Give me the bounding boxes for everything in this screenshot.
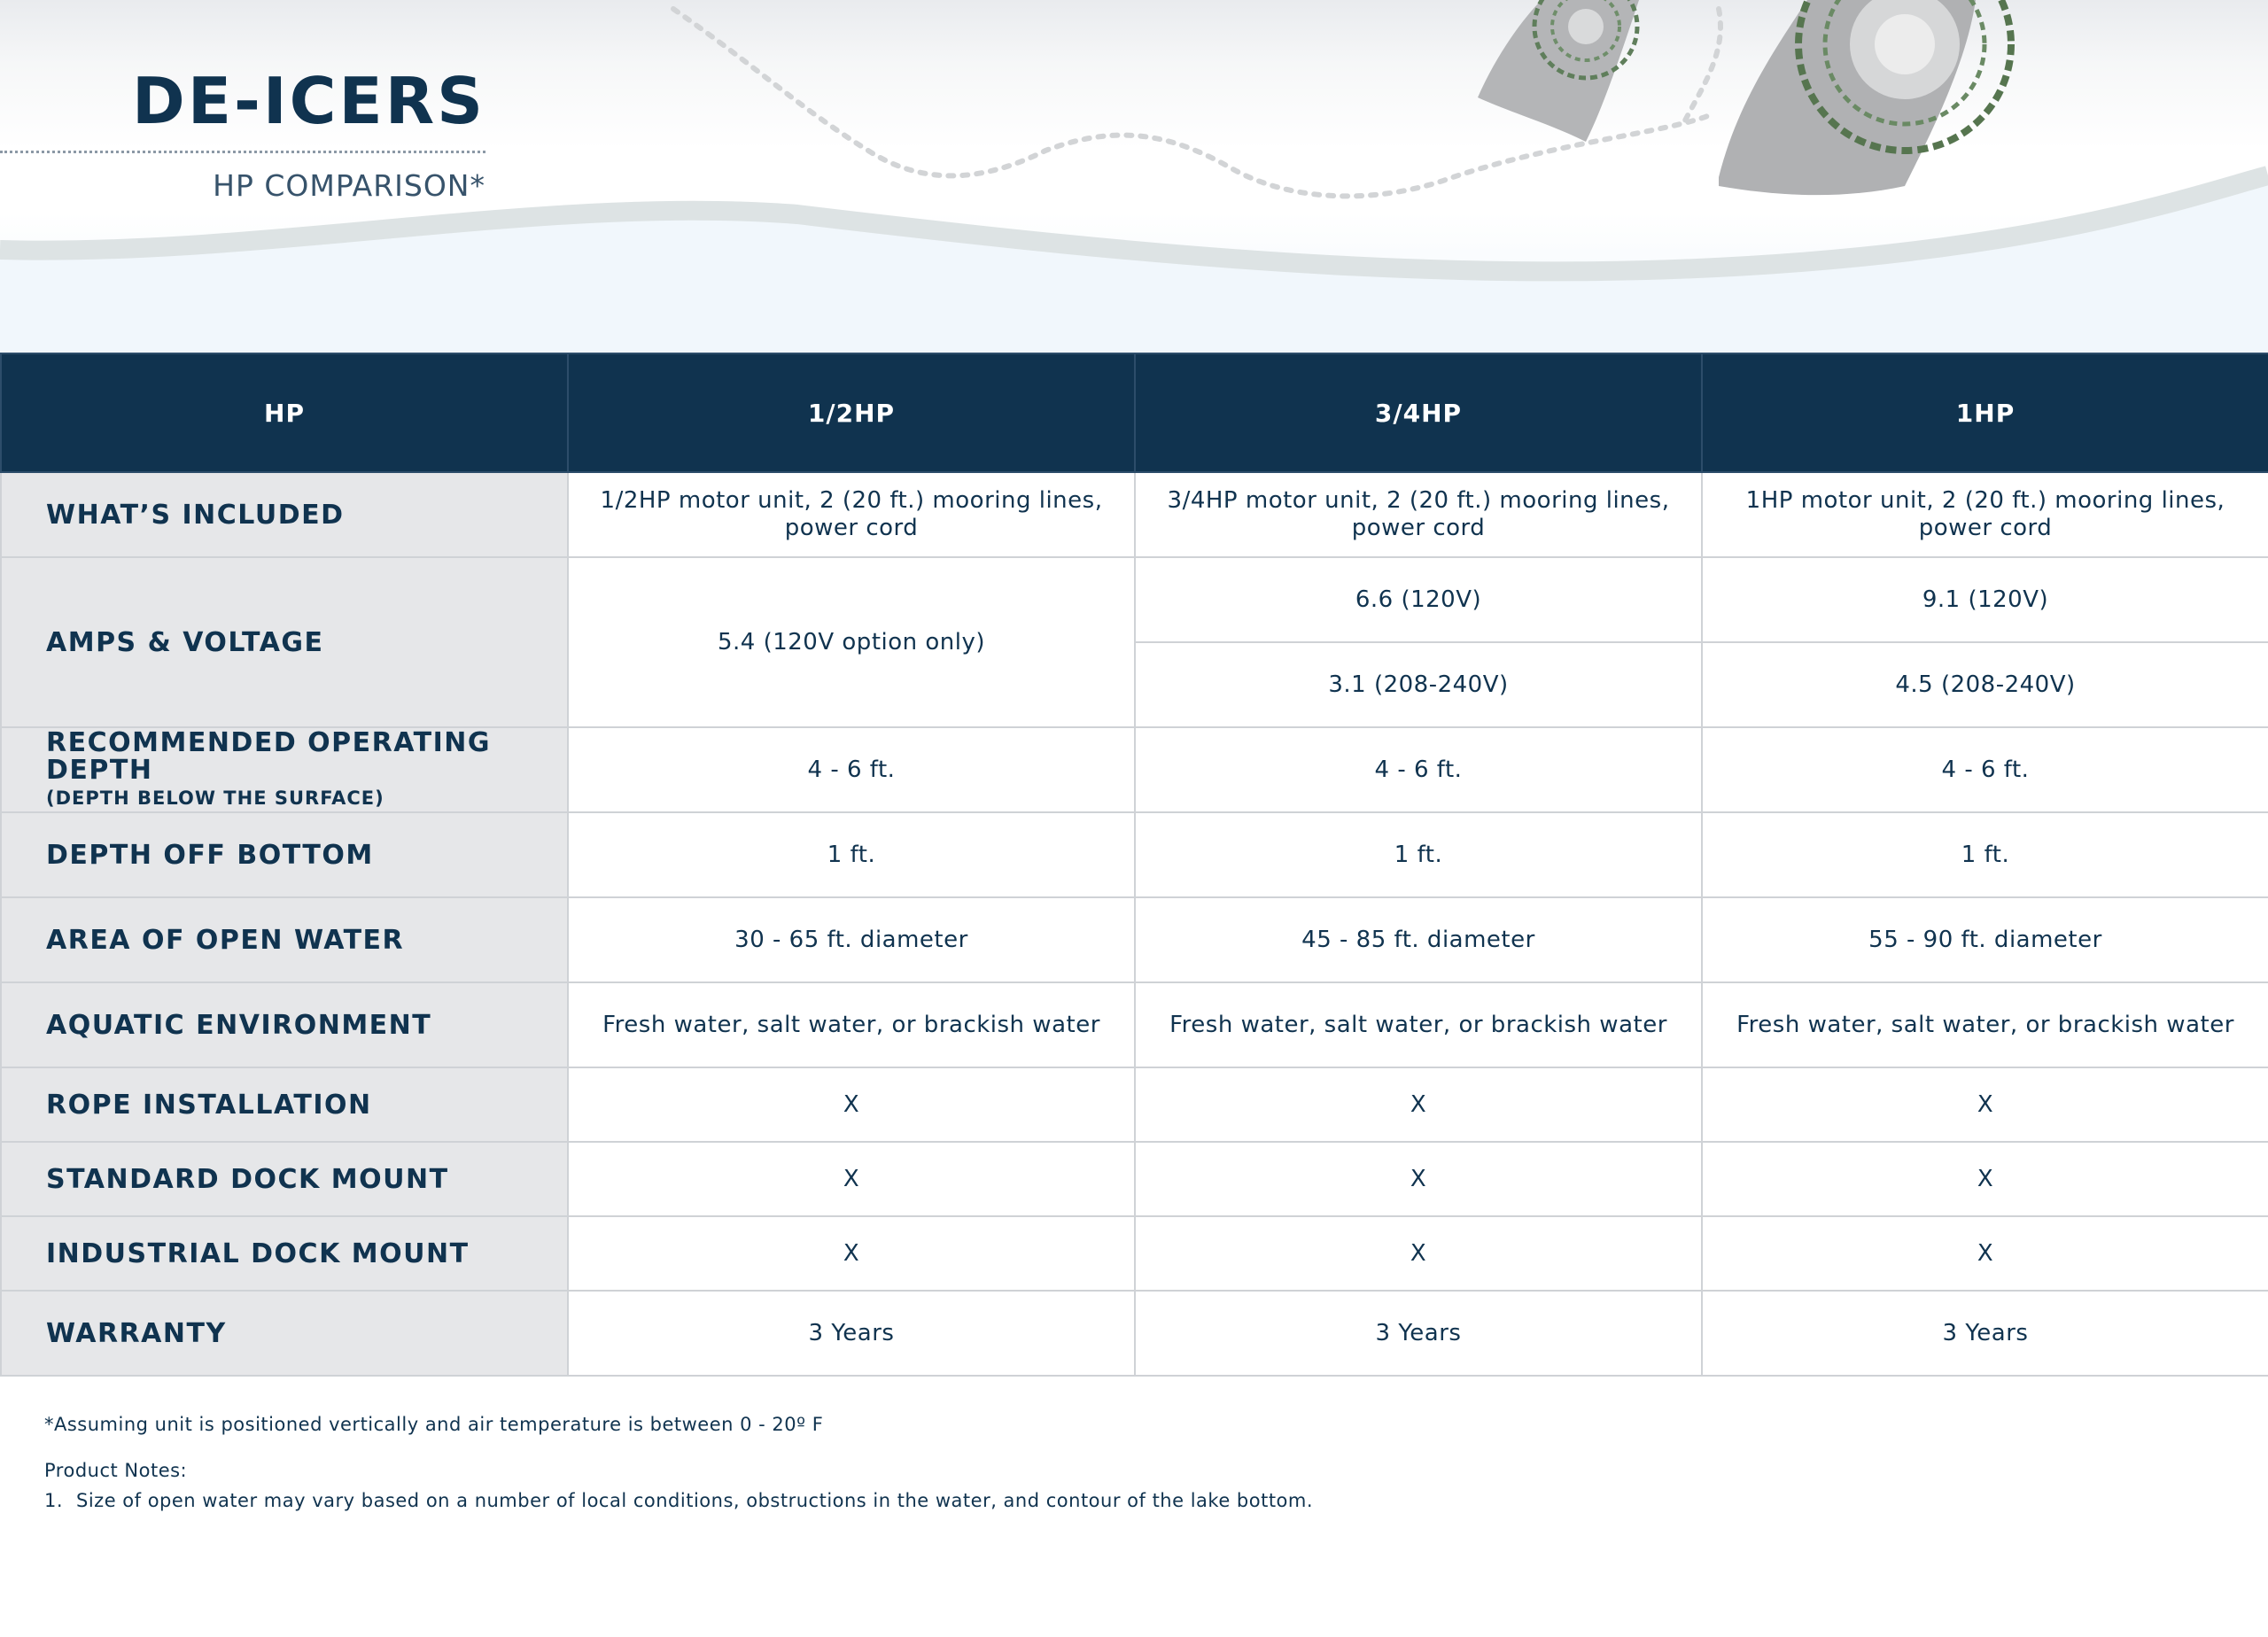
page-subtitle: HP COMPARISON* bbox=[213, 168, 485, 203]
table-cell: X bbox=[1135, 1142, 1702, 1216]
page-title: DE-ICERS bbox=[132, 64, 485, 138]
table-cell: X bbox=[568, 1216, 1135, 1291]
table-cell: Fresh water, salt water, or brackish water bbox=[1702, 982, 2268, 1067]
row-label-standard-dock-mount: STANDARD DOCK MOUNT bbox=[1, 1142, 568, 1216]
table-cell: Fresh water, salt water, or brackish water bbox=[1135, 982, 1702, 1067]
notes-section bbox=[44, 1414, 1313, 1511]
table-header-row bbox=[1, 353, 2268, 472]
table-row bbox=[1, 1216, 2268, 1291]
table-row bbox=[1, 982, 2268, 1067]
title-divider bbox=[0, 151, 485, 153]
comparison-table bbox=[0, 353, 2268, 1377]
row-label-aquatic-environment: AQUATIC ENVIRONMENT bbox=[1, 982, 568, 1067]
table-row bbox=[1, 557, 2268, 642]
table-cell: 1/2HP motor unit, 2 (20 ft.) mooring lines, power cord bbox=[568, 472, 1135, 557]
row-label-warranty: WARRANTY bbox=[1, 1291, 568, 1376]
table-row bbox=[1, 472, 2268, 557]
list-item-number: 1. bbox=[44, 1490, 64, 1511]
row-label-amps-voltage: AMPS & VOLTAGE bbox=[1, 557, 568, 727]
table-row bbox=[1, 1067, 2268, 1142]
table-cell: X bbox=[568, 1067, 1135, 1142]
row-label-industrial-dock-mount: INDUSTRIAL DOCK MOUNT bbox=[1, 1216, 568, 1291]
table-cell: 5.4 (120V option only) bbox=[568, 557, 1135, 727]
small-deicer-icon bbox=[1478, 0, 1639, 142]
row-sublabel-text: (DEPTH BELOW THE SURFACE) bbox=[46, 787, 384, 809]
row-label-depth-off-bottom: DEPTH OFF BOTTOM bbox=[1, 812, 568, 897]
row-label-rope-installation: ROPE INSTALLATION bbox=[1, 1067, 568, 1142]
table-cell: 6.6 (120V) bbox=[1135, 557, 1702, 642]
table-row bbox=[1, 1142, 2268, 1216]
table-cell: 3 Years bbox=[568, 1291, 1135, 1376]
table-cell: X bbox=[568, 1142, 1135, 1216]
header-banner bbox=[0, 0, 2268, 354]
table-row bbox=[1, 727, 2268, 812]
table-cell: 3 Years bbox=[1702, 1291, 2268, 1376]
list-item bbox=[44, 1490, 1313, 1511]
column-header-three-quarter-hp: 3/4HP bbox=[1135, 353, 1702, 472]
table-cell: 1HP motor unit, 2 (20 ft.) mooring lines, power cord bbox=[1702, 472, 2268, 557]
table-cell: 3.1 (208-240V) bbox=[1135, 642, 1702, 727]
footnote: *Assuming unit is positioned vertically and air temperature is between 0 - 20º F bbox=[44, 1414, 824, 1435]
table-row bbox=[1, 812, 2268, 897]
table-cell: 55 - 90 ft. diameter bbox=[1702, 897, 2268, 982]
row-label-text: RECOMMENDED OPERATING DEPTH bbox=[46, 727, 491, 786]
table-row bbox=[1, 897, 2268, 982]
table-cell: X bbox=[1702, 1142, 2268, 1216]
large-deicer-icon bbox=[1719, 0, 2011, 195]
table-cell: 30 - 65 ft. diameter bbox=[568, 897, 1135, 982]
table-cell: 3 Years bbox=[1135, 1291, 1702, 1376]
table-cell: 1 ft. bbox=[1702, 812, 2268, 897]
table-cell: X bbox=[1135, 1216, 1702, 1291]
table-cell: 1 ft. bbox=[568, 812, 1135, 897]
row-label-whats-included: WHAT’S INCLUDED bbox=[1, 472, 568, 557]
row-label-open-water: AREA OF OPEN WATER bbox=[1, 897, 568, 982]
table-row bbox=[1, 1291, 2268, 1376]
table-cell: 45 - 85 ft. diameter bbox=[1135, 897, 1702, 982]
table-cell: Fresh water, salt water, or brackish water bbox=[568, 982, 1135, 1067]
column-header-one-hp: 1HP bbox=[1702, 353, 2268, 472]
table-cell: 4.5 (208-240V) bbox=[1702, 642, 2268, 727]
table-cell: 3/4HP motor unit, 2 (20 ft.) mooring lines, power cord bbox=[1135, 472, 1702, 557]
table-cell: X bbox=[1702, 1216, 2268, 1291]
row-label-operating-depth bbox=[1, 727, 568, 812]
table-cell: 4 - 6 ft. bbox=[1135, 727, 1702, 812]
table-cell: 9.1 (120V) bbox=[1702, 557, 2268, 642]
table-cell: 4 - 6 ft. bbox=[1702, 727, 2268, 812]
table-cell: X bbox=[1135, 1067, 1702, 1142]
table-cell: 4 - 6 ft. bbox=[568, 727, 1135, 812]
table-cell: X bbox=[1702, 1067, 2268, 1142]
column-header-half-hp: 1/2HP bbox=[568, 353, 1135, 472]
product-notes-title: Product Notes: bbox=[44, 1460, 188, 1481]
list-item-text: Size of open water may vary based on a number of local conditions, obstructions in the water, and contour of the lake bottom. bbox=[76, 1490, 1314, 1511]
table-cell: 1 ft. bbox=[1135, 812, 1702, 897]
column-header-hp: HP bbox=[1, 353, 568, 472]
